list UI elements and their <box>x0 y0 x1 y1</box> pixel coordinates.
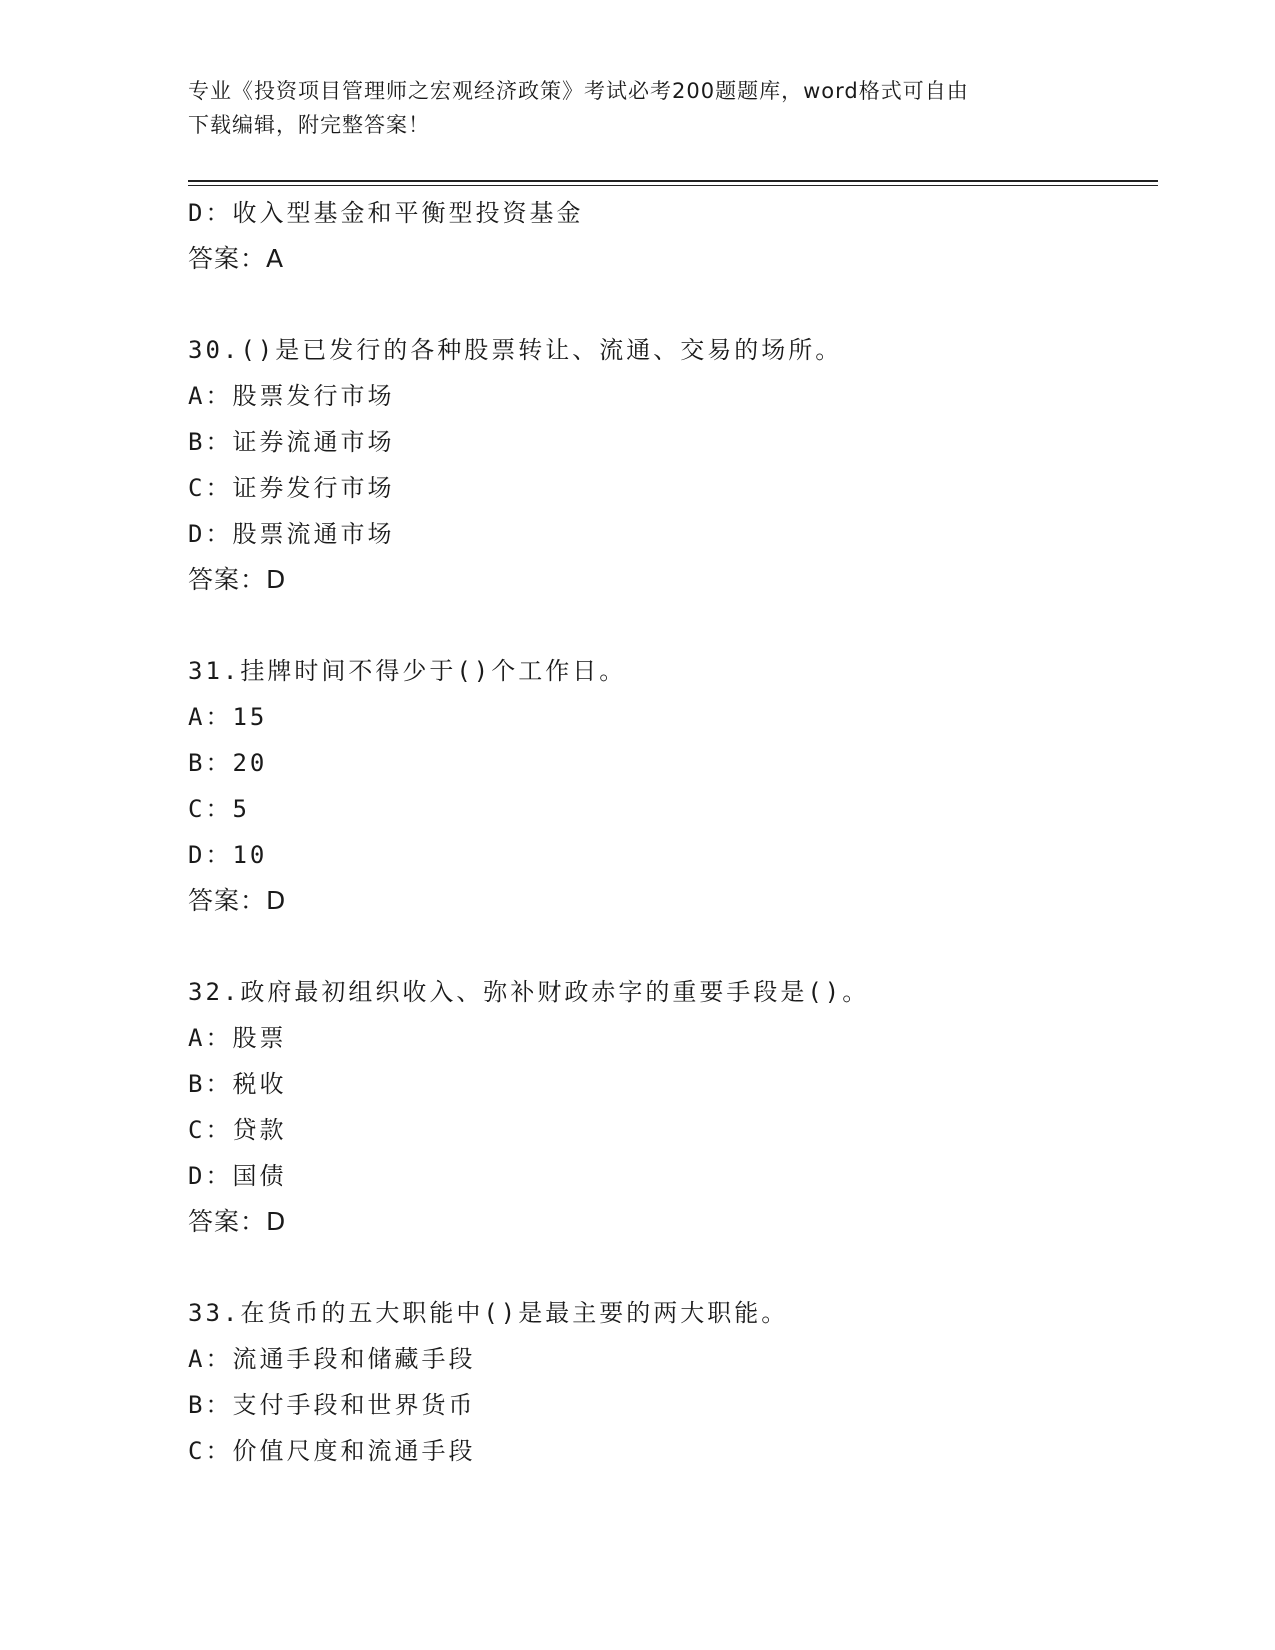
option-d: D：股票流通市场 <box>188 520 395 548</box>
option-c: C：证券发行市场 <box>188 474 395 502</box>
option-d: D：国债 <box>188 1162 287 1190</box>
header-divider-thin <box>188 185 1158 186</box>
header-line-2: 下载编辑，附完整答案！ <box>188 113 430 137</box>
answer: 答案：D <box>188 565 287 594</box>
option-b: B：20 <box>188 749 268 777</box>
question-stem: 33.在货币的五大职能中()是最主要的两大职能。 <box>188 1299 789 1327</box>
option-c: C：5 <box>188 795 250 823</box>
answer: 答案：D <box>188 886 287 915</box>
question-stem: 32.政府最初组织收入、弥补财政赤字的重要手段是()。 <box>188 978 870 1006</box>
answer: 答案：D <box>188 1207 287 1236</box>
option-a: A：股票 <box>188 1024 287 1052</box>
option-a: A：流通手段和储藏手段 <box>188 1345 476 1373</box>
option-c: C：贷款 <box>188 1116 287 1144</box>
question-stem: 31.挂牌时间不得少于()个工作日。 <box>188 657 627 685</box>
option-a: A：15 <box>188 703 268 731</box>
header-divider-thick <box>188 180 1158 182</box>
answer: 答案：A <box>188 244 285 273</box>
option-b: B：证券流通市场 <box>188 428 395 456</box>
option-c: C：价值尺度和流通手段 <box>188 1437 476 1465</box>
question-list <box>188 190 1168 1474</box>
header-line-1: 专业《投资项目管理师之宏观经济政策》考试必考200题题库，word格式可自由 <box>188 79 969 103</box>
option-b: B：税收 <box>188 1070 287 1098</box>
document-header <box>188 74 1088 142</box>
option-d: D：收入型基金和平衡型投资基金 <box>188 199 584 227</box>
option-a: A：股票发行市场 <box>188 382 395 410</box>
option-d: D：10 <box>188 841 268 869</box>
question-stem: 30.()是已发行的各种股票转让、流通、交易的场所。 <box>188 336 843 364</box>
option-b: B：支付手段和世界货币 <box>188 1391 476 1419</box>
